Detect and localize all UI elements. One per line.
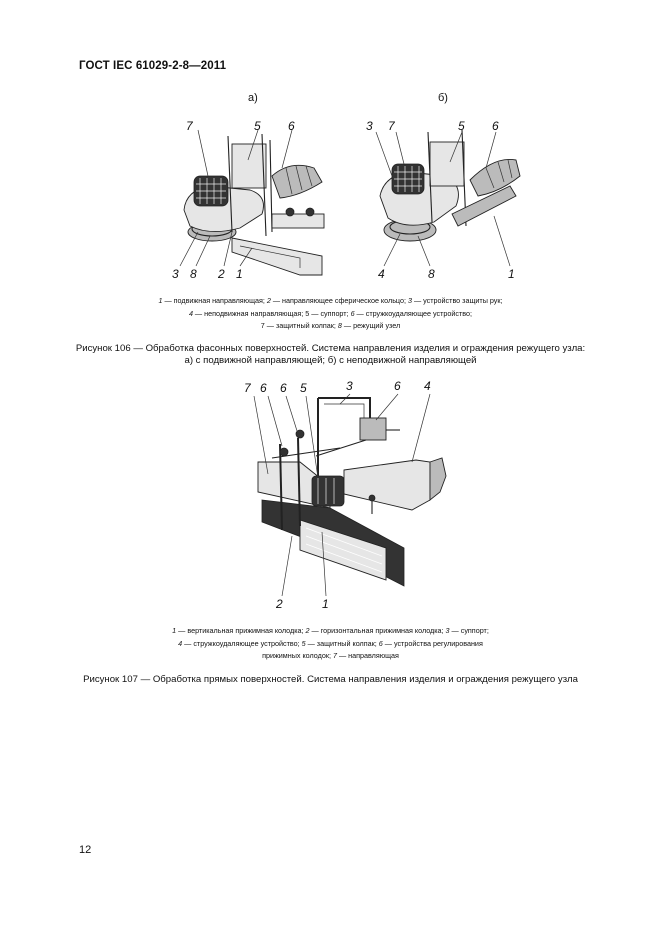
page-number: 12 <box>79 844 92 856</box>
fig107-callout-1: 1 <box>322 597 329 611</box>
legend-line: 1 — подвижная направляющая; 2 — направляющее сферическое кольцо; 3 — устройство защиты рук; <box>158 296 503 305</box>
fig107-callout-7: 7 <box>244 381 251 395</box>
fig106a-callout-6: 6 <box>288 119 295 133</box>
fig106b-callout-5: 5 <box>458 119 465 133</box>
fig106a-callout-2: 2 <box>218 267 225 281</box>
fig107-callout-3: 3 <box>346 379 353 393</box>
legend-line: 4 — стружкоудаляющее устройство; 5 — защитный колпак; 6 — устройства регулирования <box>178 638 483 648</box>
figure-106-caption <box>0 343 661 367</box>
fig106a-callout-3: 3 <box>172 267 179 281</box>
document-header: ГОСТ IEC 61029-2-8—2011 <box>79 60 227 72</box>
caption-line-1: Рисунок 106 — Обработка фасонных поверхностей. Система направления изделия и ограждения режущего узла: <box>75 343 586 354</box>
figure-106-sublabel-b: б) <box>438 92 448 104</box>
fig106b-callout-7: 7 <box>388 119 395 133</box>
fig107-callout-6c: 6 <box>394 379 401 393</box>
caption-line-2: а) с подвижной направляющей; б) с неподвижной направляющей <box>184 355 477 366</box>
fig106a-callout-5: 5 <box>254 119 261 133</box>
fig106a-callout-7: 7 <box>186 119 193 133</box>
legend-line: 1 — вертикальная прижимная колодка; 2 — горизонтальная прижимная колодка; 3 — суппорт; <box>172 626 489 635</box>
fig106b-callout-4: 4 <box>378 267 385 281</box>
figure-107-illustration <box>244 379 446 611</box>
legend-line: 7 — защитный колпак; 8 — режущий узел <box>260 321 401 330</box>
figure-106b-illustration <box>366 119 520 281</box>
fig106a-callout-8: 8 <box>190 267 197 281</box>
fig106a-callout-1: 1 <box>236 267 243 281</box>
figure-106-sublabel-a: а) <box>248 92 258 104</box>
fig106b-callout-6: 6 <box>492 119 499 133</box>
fig107-callout-2: 2 <box>276 597 283 611</box>
fig106b-callout-8: 8 <box>428 267 435 281</box>
legend-line: прижимных колодок; 7 — направляющая <box>262 651 399 660</box>
fig107-callout-6a: 6 <box>260 381 267 395</box>
figure-106a-illustration <box>172 119 324 281</box>
fig106b-callout-3: 3 <box>366 119 373 133</box>
fig107-callout-6b: 6 <box>280 381 287 395</box>
figure-106-legend <box>0 295 661 333</box>
fig107-callout-4: 4 <box>424 379 431 393</box>
legend-line: 4 — неподвижная направляющая; 5 — суппорт; 6 — стружкоудаляющее устройство; <box>188 308 473 318</box>
fig106b-callout-1: 1 <box>508 267 515 281</box>
fig107-callout-5: 5 <box>300 381 307 395</box>
movable-guide-shape <box>232 238 322 275</box>
figure-107-caption: Рисунок 107 — Обработка прямых поверхностей. Система направления изделия и ограждения режущего узла <box>83 674 578 685</box>
figure-107-legend <box>0 625 661 663</box>
